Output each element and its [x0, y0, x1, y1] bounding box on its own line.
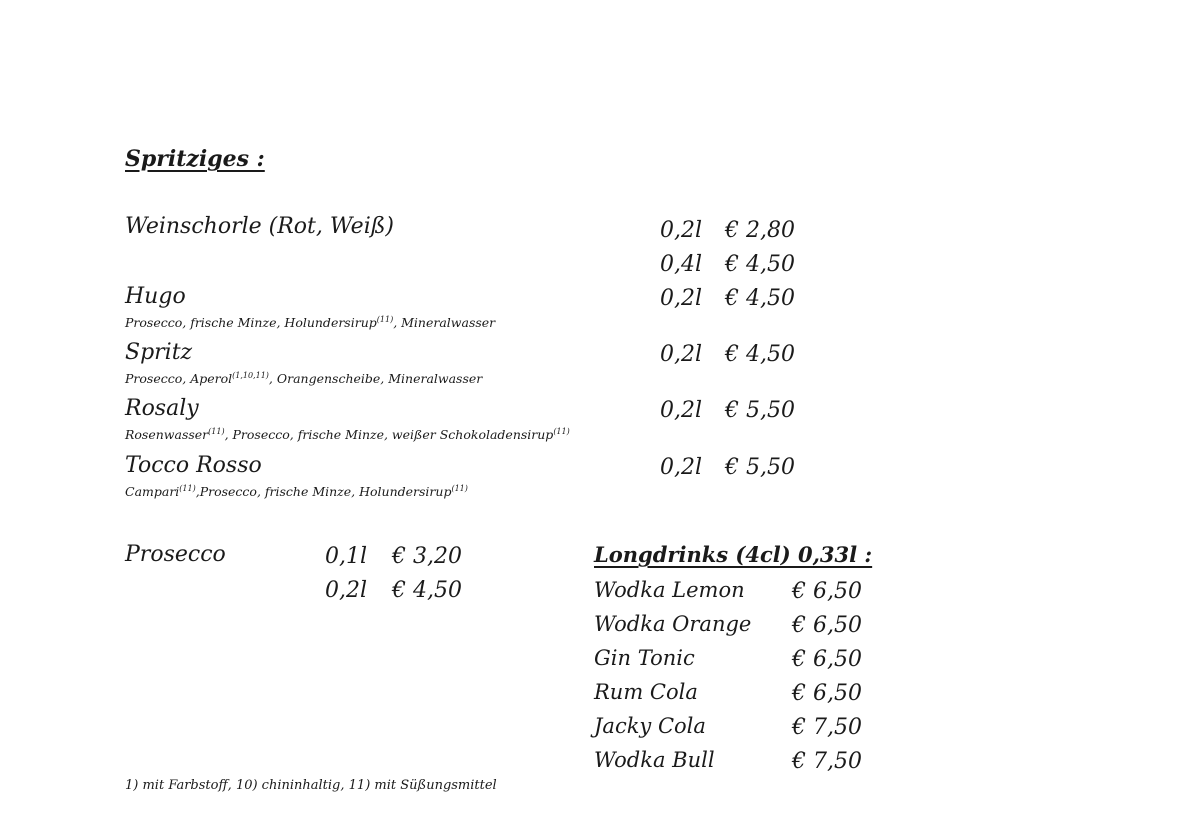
- longdrink-price: € 6,50: [792, 647, 862, 672]
- spritziges-item-description: [125, 484, 468, 499]
- section-heading-longdrinks: Longdrinks (4cl) 0,33l :: [594, 542, 873, 567]
- longdrink-price: € 7,50: [792, 749, 862, 774]
- spritziges-item-description: [125, 371, 482, 386]
- spritziges-item-price: € 4,50: [725, 286, 795, 311]
- spritziges-item-name: Tocco Rosso: [125, 453, 262, 478]
- prosecco-name: Prosecco: [125, 542, 226, 567]
- longdrink-name: Wodka Lemon: [594, 578, 745, 602]
- spritziges-item-description: [125, 427, 570, 442]
- spritziges-item-volume: 0,2l: [660, 398, 703, 423]
- description-text: , Mineralwasser: [393, 315, 496, 330]
- prosecco-volume-2: 0,2l: [325, 578, 368, 603]
- description-text: Rosenwasser: [125, 427, 209, 442]
- prosecco-price-1: € 3,20: [392, 544, 462, 569]
- description-text: Prosecco, Aperol: [125, 371, 233, 386]
- spritziges-item-volume: 0,2l: [660, 218, 703, 243]
- additive-marker: (11): [208, 426, 225, 436]
- longdrink-name: Gin Tonic: [594, 646, 695, 670]
- longdrink-price: € 6,50: [792, 579, 862, 604]
- additive-marker: (1,10,11): [232, 370, 269, 380]
- description-text: Campari: [125, 484, 180, 499]
- spritziges-item-volume: 0,2l: [660, 286, 703, 311]
- longdrink-price: € 6,50: [792, 613, 862, 638]
- spritziges-item-price: € 5,50: [725, 398, 795, 423]
- spritziges-item-price: € 2,80: [725, 218, 795, 243]
- spritziges-item-name: Weinschorle (Rot, Weiß): [125, 214, 395, 239]
- spritziges-item-description: [125, 315, 495, 330]
- spritziges-item-price: € 4,50: [725, 342, 795, 367]
- longdrink-name: Wodka Orange: [594, 612, 752, 636]
- description-text: , Orangenscheibe, Mineralwasser: [268, 371, 483, 386]
- additive-marker: (11): [376, 314, 394, 324]
- prosecco-volume-1: 0,1l: [325, 544, 368, 569]
- additive-marker: (11): [553, 426, 570, 436]
- additive-marker: (11): [179, 483, 196, 493]
- description-text: Prosecco, frische Minze, Holundersirup: [125, 315, 377, 330]
- footnote: 1) mit Farbstoff, 10) chininhaltig, 11) mit Süßungsmittel: [125, 778, 497, 793]
- spritziges-item-name: Rosaly: [125, 396, 199, 421]
- spritziges-item-volume: 0,2l: [660, 342, 703, 367]
- longdrink-price: € 7,50: [792, 715, 862, 740]
- spritziges-item-price: € 5,50: [725, 455, 795, 480]
- spritziges-item-volume: 0,2l: [660, 455, 703, 480]
- additive-marker: (11): [451, 483, 468, 493]
- spritziges-item-name: Spritz: [125, 340, 193, 365]
- spritziges-item-volume: 0,4l: [660, 252, 703, 277]
- description-text: ,Prosecco, frische Minze, Holundersirup: [195, 484, 452, 499]
- section-heading-spritziges: Spritziges :: [125, 146, 265, 172]
- longdrink-name: Rum Cola: [594, 680, 698, 704]
- spritziges-item-price: € 4,50: [725, 252, 795, 277]
- longdrink-name: Wodka Bull: [594, 748, 715, 772]
- prosecco-price-2: € 4,50: [392, 578, 462, 603]
- longdrink-name: Jacky Cola: [594, 714, 706, 738]
- spritziges-item-name: Hugo: [125, 284, 186, 309]
- description-text: , Prosecco, frische Minze, weißer Schokoladensirup: [224, 427, 554, 442]
- longdrink-price: € 6,50: [792, 681, 862, 706]
